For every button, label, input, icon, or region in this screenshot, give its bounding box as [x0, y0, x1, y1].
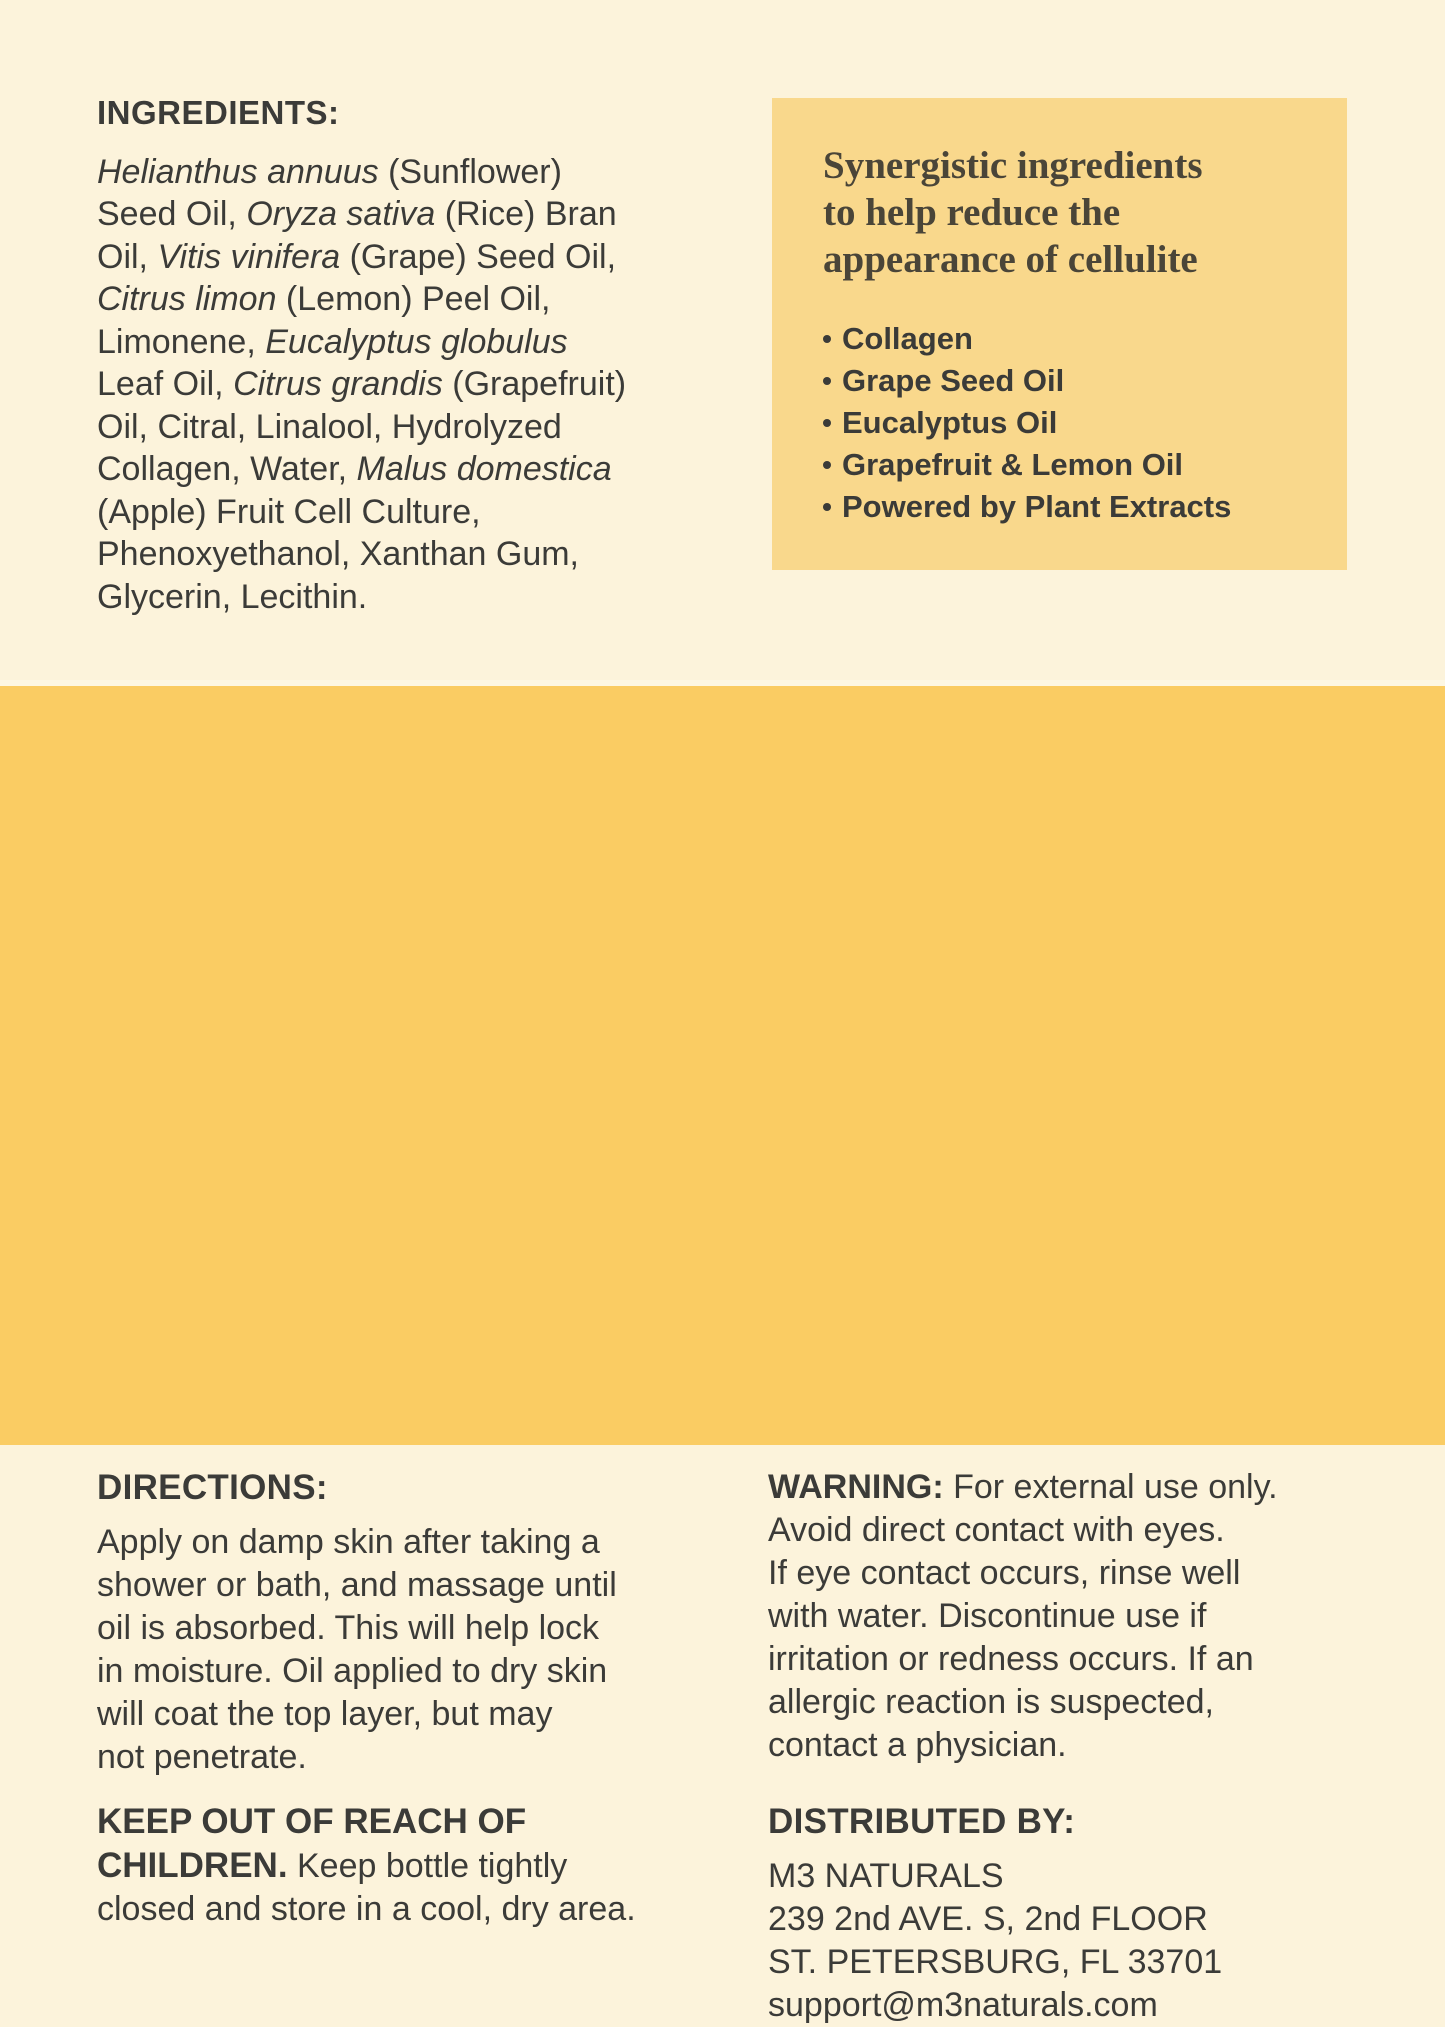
directions-text: [97, 1521, 757, 1779]
text-line: Seed Oil, Oryza sativa (Rice) Bran: [97, 195, 617, 233]
text-line: Oil, Vitis vinifera (Grape) Seed Oil,: [97, 237, 617, 276]
bullet-label: Powered by Plant Extracts: [842, 489, 1232, 524]
text-line: to help reduce the: [823, 191, 1121, 234]
distributed-by-heading: DISTRIBUTED BY:: [768, 1802, 1076, 1841]
text-line: irritation or redness occurs. If an: [768, 1640, 1254, 1678]
text-line: If eye contact occurs, rinse well: [768, 1554, 1241, 1592]
ingredients-heading: INGREDIENTS:: [97, 94, 340, 131]
bullet-dot-icon: [823, 419, 831, 427]
text-line: not penetrate.: [97, 1738, 307, 1776]
directions-heading: DIRECTIONS:: [97, 1468, 328, 1507]
distributed-by-block: [768, 1800, 1408, 2027]
bullet-label: Grapefruit & Lemon Oil: [842, 447, 1184, 482]
bullet-dot-icon: [823, 377, 831, 385]
text-line: Apply on damp skin after taking a: [97, 1523, 600, 1561]
text-line: will coat the top layer, but may: [97, 1695, 553, 1733]
text-line: Glycerin, Lecithin.: [97, 577, 368, 616]
text-line: ST. PETERSBURG, FL 33701: [768, 1943, 1223, 1981]
directions-block: [97, 1466, 757, 1779]
bullet-label: Grape Seed Oil: [842, 363, 1065, 398]
text-line: CHILDREN. Keep bottle tightly: [97, 1846, 568, 1885]
label-bottom-section: [0, 686, 1445, 2024]
warning-block: [768, 1466, 1408, 1767]
text-line: Citrus limon (Lemon) Peel Oil,: [97, 280, 551, 318]
text-line: appearance of cellulite: [823, 238, 1198, 281]
text-line: Limonene, Eucalyptus globulus: [97, 322, 568, 361]
distributed-by-address: [768, 1855, 1408, 2027]
text-line: (Apple) Fruit Cell Culture,: [97, 492, 481, 531]
text-line: in moisture. Oil applied to dry skin: [97, 1652, 608, 1690]
text-line: shower or bath, and massage until: [97, 1566, 617, 1604]
keep-out-text: [97, 1800, 777, 1931]
text-line: oil is absorbed. This will help lock: [97, 1609, 600, 1647]
highlight-box-title: [823, 142, 1307, 283]
text-line: closed and store in a cool, dry area.: [97, 1890, 636, 1928]
warning-text: [768, 1466, 1408, 1767]
bullet-dot-icon: [823, 503, 831, 511]
text-line: Collagen, Water, Malus domestica: [97, 450, 612, 488]
bullet-row: [823, 403, 1307, 445]
text-line: Leaf Oil, Citrus grandis (Grapefruit): [97, 365, 627, 403]
bullet-row: [823, 361, 1307, 403]
text-line: Synergistic ingredients: [823, 144, 1203, 187]
keep-out-block: [97, 1800, 777, 1931]
text-line: support@m3naturals.com: [768, 1986, 1158, 2024]
synergistic-highlight-box: [772, 98, 1347, 570]
text-line: with water. Discontinue use if: [768, 1597, 1207, 1635]
text-line: Oil, Citral, Linalool, Hydrolyzed: [97, 407, 562, 446]
bullet-dot-icon: [823, 461, 831, 469]
highlight-box-bullet-list: [823, 319, 1307, 529]
text-line: KEEP OUT OF REACH OF: [97, 1802, 527, 1841]
text-line: contact a physician.: [768, 1726, 1067, 1764]
text-line: Helianthus annuus (Sunflower): [97, 152, 562, 191]
text-line: 239 2nd AVE. S, 2nd FLOOR: [768, 1900, 1208, 1938]
text-line: Phenoxyethanol, Xanthan Gum,: [97, 535, 579, 573]
bullet-dot-icon: [823, 335, 831, 343]
text-line: M3 NATURALS: [768, 1857, 1004, 1895]
bullet-label: Collagen: [842, 321, 973, 356]
text-line: Avoid direct contact with eyes.: [768, 1511, 1225, 1549]
ingredients-text: [97, 151, 757, 619]
text-line: allergic reaction is suspected,: [768, 1683, 1215, 1721]
bullet-row: [823, 445, 1307, 487]
bullet-label: Eucalyptus Oil: [842, 405, 1058, 440]
ingredients-block: [97, 92, 757, 618]
label-top-section: [0, 0, 1445, 680]
bullet-row: [823, 487, 1307, 529]
bullet-row: [823, 319, 1307, 361]
text-line: WARNING: For external use only.: [768, 1468, 1278, 1506]
